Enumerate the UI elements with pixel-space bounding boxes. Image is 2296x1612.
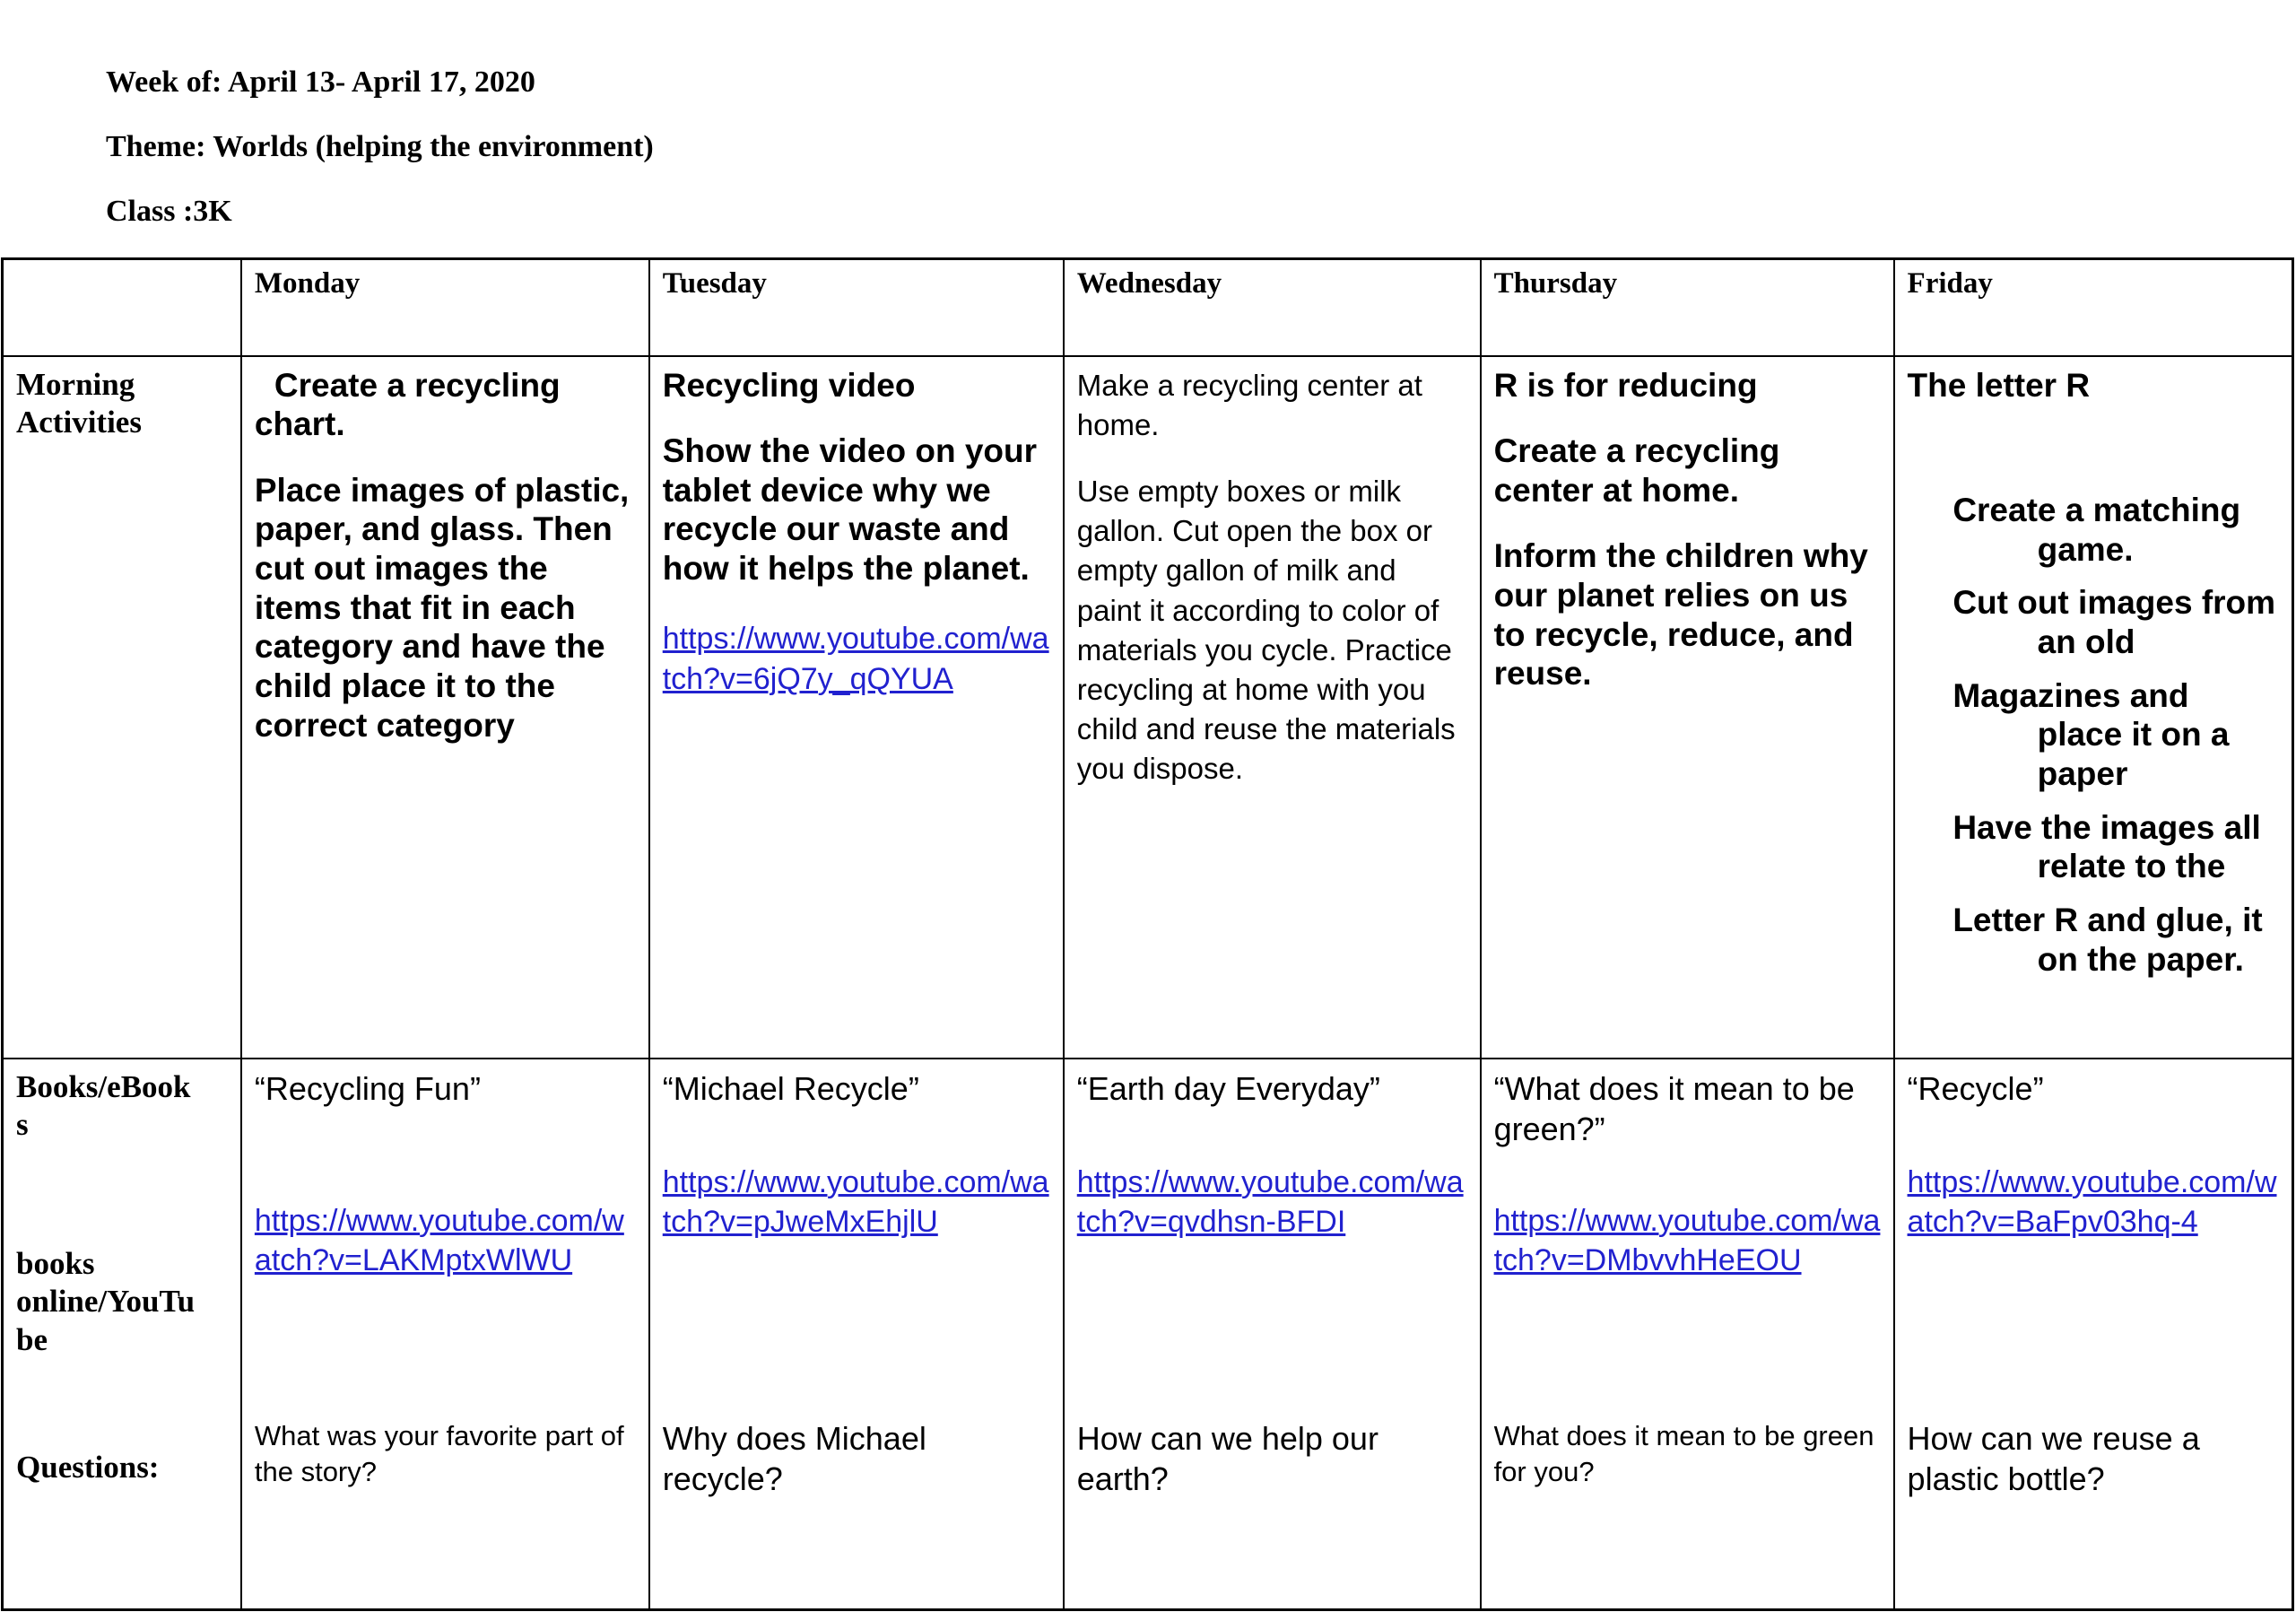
day-header-row: [3, 259, 2293, 356]
day-header-friday: Friday: [1894, 259, 2293, 356]
morning-wednesday-paragraph-2: Use empty boxes or milk gallon. Cut open the box or empty gallon of milk and paint it according to color of materials you cycle. Practice recycling at home with you child and reuse the materials you dispose.: [1076, 474, 1456, 786]
question-monday: What was your favorite part of the story?: [254, 1419, 624, 1487]
morning-activities-label: Morning Activities: [16, 366, 142, 440]
morning-wednesday-cell: [1064, 356, 1481, 1059]
day-header-wednesday: Wednesday: [1064, 259, 1481, 356]
books-online-label: books online/YouTube: [16, 1245, 196, 1357]
books-questions-row: [3, 1059, 2293, 1610]
morning-tuesday-paragraph: Show the video on your tablet device why we recycle our waste and how it helps the planet.: [662, 432, 1038, 588]
row-label-morning: [3, 356, 241, 1059]
morning-friday-paragraph-5: Have the images all relate to the: [1952, 808, 2261, 885]
morning-monday-cell: [241, 356, 649, 1059]
day-header-thursday: Thursday: [1481, 259, 1894, 356]
week-of-line: Week of: April 13- April 17, 2020: [106, 65, 535, 99]
morning-monday-paragraph-1: Create a recycling chart.: [254, 366, 561, 443]
question-friday: How can we reuse a plastic bottle?: [1907, 1419, 2200, 1498]
youtube-link-friday-books[interactable]: https://www.youtube.com/watch?v=BaFpv03hq-4: [1907, 1164, 2277, 1240]
doc-header: [106, 66, 654, 260]
morning-friday-paragraph-4: Magazines and place it on a paper: [1952, 676, 2230, 793]
morning-thursday-paragraph-2: Create a recycling center at home.: [1493, 432, 1780, 509]
question-tuesday: Why does Michael recycle?: [662, 1419, 926, 1498]
row-label-books: [3, 1059, 241, 1610]
day-header-tuesday: Tuesday: [649, 259, 1064, 356]
morning-tuesday-cell: [649, 356, 1064, 1059]
book-title-monday: “Recycling Fun”: [254, 1069, 481, 1107]
corner-cell: [3, 259, 241, 356]
class-line: Class :3K: [106, 195, 232, 228]
questions-label: Questions:: [16, 1449, 160, 1485]
morning-activities-row: [3, 356, 2293, 1059]
morning-friday-paragraph-6: Letter R and glue, it on the paper.: [1952, 902, 2263, 978]
youtube-link-wednesday-books[interactable]: https://www.youtube.com/watch?v=qvdhsn-BFDI: [1076, 1164, 1464, 1240]
morning-friday-paragraph-2: Create a matching game.: [1952, 492, 2241, 568]
books-ebooks-label: Books/eBooks: [16, 1068, 191, 1143]
book-title-tuesday: “Michael Recycle”: [662, 1069, 919, 1107]
question-wednesday: How can we help our earth?: [1076, 1419, 1378, 1498]
morning-thursday-cell: [1481, 356, 1894, 1059]
morning-friday-paragraph-3: Cut out images from an old: [1952, 584, 2276, 661]
theme-line: Theme: Worlds (helping the environment): [106, 130, 654, 163]
morning-friday-heading: The letter R: [1907, 366, 2091, 404]
youtube-link-thursday-books[interactable]: https://www.youtube.com/watch?v=DMbvvhHeEOU: [1493, 1203, 1881, 1278]
book-title-wednesday: “Earth day Everyday”: [1076, 1069, 1380, 1107]
book-title-friday: “Recycle”: [1907, 1069, 2044, 1107]
youtube-link-monday-books[interactable]: https://www.youtube.com/watch?v=LAKMptxWlWU: [254, 1203, 624, 1278]
book-title-thursday: “What does it mean to be green?”: [1493, 1069, 1855, 1147]
morning-wednesday-paragraph-1: Make a recycling center at home.: [1076, 368, 1422, 441]
youtube-link-tuesday-books[interactable]: https://www.youtube.com/watch?v=pJweMxEhjlU: [662, 1164, 1049, 1240]
books-wednesday-cell: [1064, 1059, 1481, 1610]
youtube-link-tuesday-morning[interactable]: https://www.youtube.com/watch?v=6jQ7y_qQYUA: [662, 621, 1049, 696]
morning-friday-cell: [1894, 356, 2293, 1059]
day-header-monday: Monday: [241, 259, 649, 356]
question-thursday: What does it mean to be green for you?: [1493, 1419, 1874, 1487]
books-monday-cell: [241, 1059, 649, 1610]
morning-tuesday-heading: Recycling video: [662, 366, 916, 404]
morning-thursday-paragraph-1: R is for reducing: [1493, 366, 1758, 404]
morning-monday-paragraph-2: Place images of plastic, paper, and glass. Then cut out images the items that fit in each category and have the child place it to the correct category: [254, 471, 630, 744]
weekly-schedule-table: [1, 257, 2294, 1611]
morning-thursday-paragraph-3: Inform the children why our planet relies on us to recycle, reduce, and reuse.: [1493, 537, 1868, 693]
books-tuesday-cell: [649, 1059, 1064, 1610]
books-thursday-cell: [1481, 1059, 1894, 1610]
books-friday-cell: [1894, 1059, 2293, 1610]
